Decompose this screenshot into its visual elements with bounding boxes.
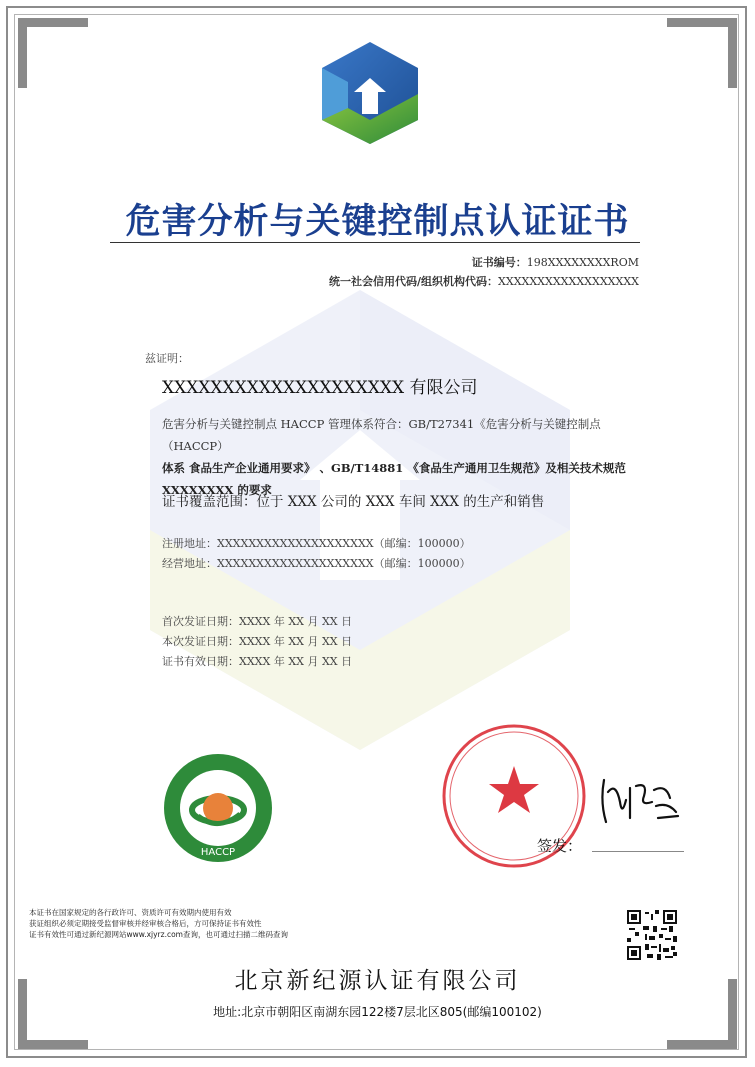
issuer-address: 地址:北京市朝阳区南湖东园122楼7层北区805(邮编100102) [213, 1005, 542, 1019]
haccp-logo [162, 752, 274, 864]
handwritten-signature [596, 772, 682, 830]
certificate-number-label: 证书编号： [471, 256, 527, 269]
watermark-logo [120, 280, 600, 760]
credit-code-label: 统一社会信用代码/组织机构代码： [329, 275, 499, 288]
expiry-date: 证书有效日期：XXXX 年 XX 月 XX 日 [162, 655, 353, 668]
sign-label: 签发： [537, 837, 583, 855]
attest-label: 兹证明： [145, 352, 189, 365]
note-line: 获证组织必须定期接受监督审核并经审核合格后，方可保持证书有效性 [29, 919, 262, 928]
standard-line-2: 体系 食品生产企业通用要求》 、GB/T14881 《食品生产通用卫生规范》及相关技术规范 [162, 461, 626, 475]
certificate-notes [29, 907, 288, 940]
note-line: 本证书在国家规定的各行政许可、资质许可有效期内使用有效 [29, 908, 232, 917]
qr-code[interactable] [627, 910, 677, 960]
certificate-title: 危害分析与关键控制点认证证书 [125, 202, 630, 242]
standard-line-1: 危害分析与关键控制点 HACCP 管理体系符合：GB/T27341《危害分析与关键控制点（HACCP） [162, 417, 601, 453]
corner-ornament-top-left [18, 18, 88, 88]
standard-statement [162, 413, 632, 501]
corner-ornament-top-right [667, 18, 737, 88]
certifier-logo [318, 40, 422, 146]
signature-line [592, 851, 684, 852]
company-name: XXXXXXXXXXXXXXXXXXXX 有限公司 [162, 378, 478, 398]
first-issue-date: 首次发证日期：XXXX 年 XX 月 XX 日 [162, 615, 353, 628]
registered-address: 注册地址：XXXXXXXXXXXXXXXXXXXX（邮编：100000） [162, 537, 471, 550]
coverage-scope: 证书覆盖范围：位于 XXX 公司的 XXX 车间 XXX 的生产和销售 [162, 494, 545, 510]
credit-code [329, 273, 639, 289]
business-address: 经营地址：XXXXXXXXXXXXXXXXXXXX（邮编：100000） [162, 557, 471, 570]
certificate-number [472, 254, 639, 270]
credit-code-value: XXXXXXXXXXXXXXXXXX [498, 275, 639, 288]
title-underline [110, 242, 640, 243]
standard-line-3: XXXXXXXX 的要求 [162, 483, 272, 497]
certificate-number-value: 198XXXXXXXXROM [526, 256, 639, 269]
issuer-name: 北京新纪源认证有限公司 [234, 968, 521, 994]
haccp-logo-text: HACCP [200, 847, 236, 858]
current-issue-date: 本次发证日期：XXXX 年 XX 月 XX 日 [162, 635, 353, 648]
note-line: 证书有效性可通过新纪源网站www.xjyrz.com查询，也可通过扫描二维码查询 [29, 930, 288, 939]
